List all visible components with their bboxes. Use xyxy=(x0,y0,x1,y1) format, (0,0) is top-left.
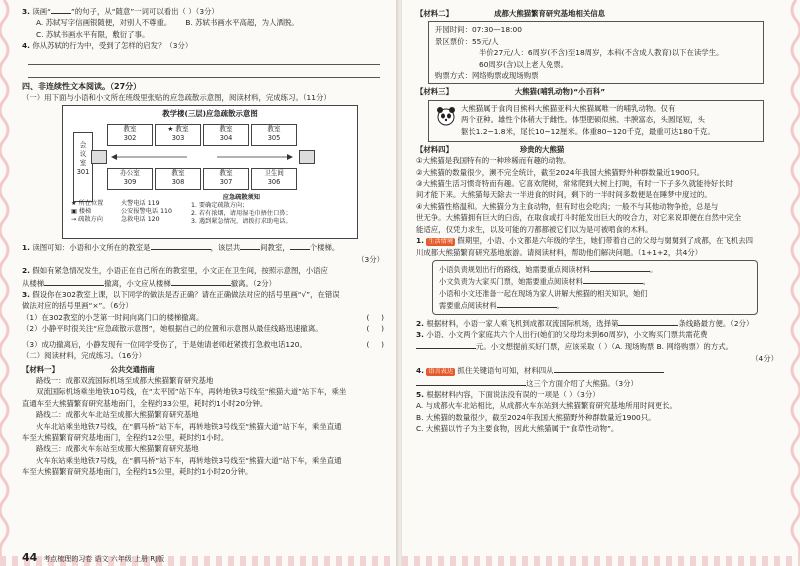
q3-line: 3. 读画“ ”的句子，从“随意”一词可以看出（ ）（3分） xyxy=(22,7,219,16)
q4-line: 4. 你从苏轼的行为中，受到了怎样的启发？（3分） xyxy=(22,41,193,51)
q3-option-a[interactable]: A. 苏轼写字信画银随便，对别人不尊重。 xyxy=(36,18,172,28)
answer-blank[interactable] xyxy=(240,249,260,250)
q5-option-a[interactable]: A. 与成都火车北站相比，从成都火车东站到大熊猫繁育研究基地所用时间更长。 xyxy=(416,401,677,411)
route2-title: 路线二：成都火车北站至成都大熊猫繁育研究基地 xyxy=(36,410,199,420)
room-302: 教室 302 xyxy=(107,124,153,146)
panda-icon xyxy=(435,105,457,127)
partB-intro: （二）阅读材料，完成练习。（16分） xyxy=(22,351,146,361)
section4-title: 四、非连续性文本阅读。（27分） xyxy=(22,81,142,91)
material4-line: 间才能下来。大熊猫每天除去一半进食的时间，剩下的一半时间多数便是在睡梦中度过的。 xyxy=(416,190,712,200)
material4-line: 世无争。大熊猫拥有巨大的臼齿，在取食或打斗时能发出巨大的咬合力，对它来说即便在自然中完全 xyxy=(416,213,742,223)
room-309: 办公室 309 xyxy=(107,168,153,190)
left-content xyxy=(22,6,384,552)
answer-blank[interactable] xyxy=(171,277,231,286)
left-page xyxy=(0,0,398,566)
q3-points: （4分） xyxy=(751,353,778,363)
stair-left-icon xyxy=(91,150,107,164)
material4-heading: 【材料四】 珍贵的大熊猫 xyxy=(416,144,565,154)
q3-option-c[interactable]: C. 苏轼书画水平有限，敷衍了事。 xyxy=(36,29,150,39)
half-price: 半价27元/人：6周岁(不含)至18周岁，本科(不含成人教育)以下在读学生。 xyxy=(479,48,724,58)
material1-heading: 【材料一】 公共交通指南 xyxy=(22,364,155,374)
partA-intro: （一）用下面与小语和小文所在班级里张贴的应急疏散示意图，阅读材料，完成练习。（11分） xyxy=(22,93,331,103)
q3-options-row1 xyxy=(22,17,384,28)
room-305: 教室 305 xyxy=(251,124,297,146)
route1-line: 双流国际机场乘坐地铁10号线，在“太平园”站下车，再转地铁3号线至“熊猫大道”站下车，乘坐 xyxy=(36,387,347,397)
answer-paren[interactable]: ( ) xyxy=(366,312,384,322)
right-wave-border xyxy=(782,0,800,566)
plan-title: 教学楼(三层)应急疏散示意图 xyxy=(162,109,258,119)
q1-points: （3分） xyxy=(357,254,384,264)
right-q2: 2. 根据材料，小语一家人乘飞机到成都双流国际机场，选择第 条线路最方便。（2分） xyxy=(416,318,754,328)
speech-bubble: 小语负责规划出行的路线，她需要重点阅读材料 。 小文负责为大家买门票，她需要重点阅读材料 。 小语和小文还准备一起在现场为家人讲解大熊猫的相关知识，她们 需要重点阅读材料 。 xyxy=(432,260,758,315)
route3-line: 火车东站乘坐地铁7号线，在“驷马桥”站下车，再转地铁3号线至“熊猫大道”站下车，乘坐直通 xyxy=(36,455,342,465)
material2-heading: 【材料二】 成都大熊猫繁育研究基地相关信息 xyxy=(416,9,606,18)
meeting-room: 会 议 室 301 xyxy=(73,132,93,202)
material3-text: 大熊猫属于食肉目熊科大熊猫亚科大熊猫属唯一的哺乳动物。仅有 两个亚种。雄性个体稍大于雌性。体型肥硕似熊、丰腴富态，头圆尾短，头 躯长1.2~1.8米，尾长10~12厘米。体重80~120千克，最重可达180千克。 xyxy=(461,103,715,136)
material4-line: ②大熊猫的数量很少，濒不完全统计，截至2024年我国大熊猫野外种群数量近1900只。 xyxy=(416,167,705,177)
answer-blank[interactable] xyxy=(151,241,211,250)
q5-option-c[interactable]: C. 大熊猫以竹子为主要食物，因此大熊猫属于“食草性动物”。 xyxy=(416,424,619,434)
material3-box xyxy=(428,100,764,142)
material4-line: ③大熊猫生活习惯奇特而有趣。它喜欢爬树，常常爬到大树上打盹，有时一下子多久就能待好长时 xyxy=(416,179,734,189)
material4-line: ④大熊猫性格温和。大熊猫分为主食动物，但有时也会吃肉；一般不与其他动物争抢，总是与 xyxy=(416,201,719,211)
emergency-phones: 火警电话 119 公安报警电话 110 急救电话 120 xyxy=(121,200,172,224)
right-q3: 3. 小语、小文两个家庭共六个人出行(她们的父母均未到60周岁)，小文购买门票共需花费 xyxy=(416,329,708,339)
answer-blank[interactable] xyxy=(416,377,526,386)
material3-heading: 【材料三】 大熊猫(哺乳动物)“小百科” xyxy=(416,87,606,97)
answer-blank[interactable] xyxy=(618,317,678,326)
partA-q2-cont: 从楼梯 撤离，小文应从楼梯 撤离。（2分） xyxy=(22,278,277,288)
q5-option-b[interactable]: B. 大熊猫的数量很少，截至2024年我国大熊猫野外种群数量近1900只。 xyxy=(416,412,656,422)
right-q4: 4. 语言表达 抓住关键语句可知，材料四从 xyxy=(416,364,778,376)
right-q5: 5. 根据材料内容，下面说法没有误的一项是（ ）（3分） xyxy=(416,389,600,399)
material4-line: 能适应，仅凭力求生，以及可能的刀都都被它们以为是可被啃食的木料。 xyxy=(416,224,653,234)
route2-line: 车至大熊猫繁育研究基地南门，全程约12公里，耗时约1小时。 xyxy=(22,432,229,442)
answer-blank[interactable] xyxy=(497,299,557,308)
bottom-stripe xyxy=(402,556,800,566)
right-q3-cont: 元。小文想提前买好门票，应该采取（ ）（A. 现场购票 B. 网络购票）的方式。 xyxy=(416,340,778,352)
floor-plan xyxy=(62,105,358,239)
material2-box xyxy=(428,21,764,84)
answer-blank[interactable] xyxy=(590,263,650,272)
room-307: 教室 307 xyxy=(203,168,249,190)
room-306: 卫生间 306 xyxy=(251,168,297,190)
page-number: 44 xyxy=(22,551,38,564)
left-footer: 44 考点梳理的习卷 语文 六年级 上册 RJ版 xyxy=(22,551,165,564)
room-304: 教室 304 xyxy=(203,124,249,146)
route3-title: 路线三：成都火车东站至成都大熊猫繁育研究基地 xyxy=(36,444,199,454)
answer-blank[interactable] xyxy=(554,364,664,373)
answer-paren[interactable]: ( ) xyxy=(366,339,384,349)
right-q1: 1. 生活情境 假期里，小语、小文都是六年级的学生，她们带着自己的父母与舅舅到了成都，在飞机去四 xyxy=(416,236,754,246)
answer-line[interactable] xyxy=(28,52,380,65)
answer-blank[interactable] xyxy=(44,277,104,286)
partA-q2: 2. 假如有紧急情况发生，小语正在自己所在的教室里，小文正在卫生间，按照示意图，小语应 xyxy=(22,266,328,276)
left-wave-border xyxy=(0,0,18,566)
partA-q3: 3. 假设你在302教室上课，以下同学的做法是否正确？请在正确做法对应的括号里画“√”，在错误 xyxy=(22,290,340,300)
evacuation-arrows xyxy=(107,150,297,164)
right-q1-cont: 川成都大熊猫繁育研究基地旅游。请阅读材料，帮助他们解决问题。（1+1+2，共4分） xyxy=(416,247,703,257)
stair-right-icon xyxy=(299,150,315,164)
right-content xyxy=(416,6,778,552)
material4-line: ①大熊猫是我国特有的一种珍稀而有趣的动物。 xyxy=(416,156,571,166)
room-308: 教室 308 xyxy=(155,168,201,190)
q3-option-b[interactable]: B. 苏轼书画水平高超，为人洒脱。 xyxy=(185,18,299,28)
q3-item-3[interactable]: （3）成功撤离后，小静发现有一位同学受伤了，于是她请老师赶紧拨打急救电话120。 ( ) xyxy=(22,339,384,349)
route1-line: 直通车至大熊猫繁育研究基地南门，全程约33公里，耗时约1小时20分钟。 xyxy=(22,398,268,408)
purchase-method: 购票方式：网络购票或现场购票 xyxy=(435,71,539,81)
partA-q3-cont: 做法对应的括号里画“×”。（6分） xyxy=(22,301,133,311)
open-hours: 开园时间：07:30—18:00 xyxy=(435,25,522,35)
emergency-notice: 应急疏散须知 1. 要确定疏散方向； 2. 若有浓烟，请用湿毛巾捂住口鼻； 3. 遇到紧急情况，请拨打求助电话。 xyxy=(191,194,292,226)
answer-paren[interactable]: ( ) xyxy=(366,324,384,334)
q3-item-1[interactable]: （1）在302教室的小芝第一时间向离门口的楼梯撤离。 ( ) xyxy=(22,312,384,322)
answer-blank[interactable] xyxy=(290,249,310,250)
answer-line[interactable] xyxy=(28,65,380,78)
route1-title: 路线一：成都双流国际机场至成都大熊猫繁育研究基地 xyxy=(36,375,214,385)
context-tag: 语言表达 xyxy=(428,368,454,376)
answer-blank[interactable] xyxy=(583,275,643,284)
ticket-price: 景区票价：55元/人 xyxy=(435,36,499,46)
free-ticket: 60周岁(含)以上老人免票。 xyxy=(479,59,569,69)
room-303: ★ 教室 303 xyxy=(155,124,201,146)
right-q4-cont: 这三个方面介绍了大熊猫。（3分） xyxy=(416,377,778,389)
route3-line: 车至大熊猫繁育研究基地南门，全程约15公里，耗时约1小时20分钟。 xyxy=(22,467,253,477)
context-tag: 生活情境 xyxy=(428,238,454,246)
partA-q1: 1. 读图可知：小语和小文所在的教室是 ，该层共 间教室， 个楼梯。 xyxy=(22,243,340,253)
right-page xyxy=(402,0,800,566)
q3-item-2[interactable]: （2）小静平时很关注“应急疏散示意图”，她根据自己的位置和示意图从最佳线路迅速撤离。 ( ) xyxy=(22,324,384,334)
answer-blank[interactable] xyxy=(416,340,476,349)
route2-line: 火车北站乘坐地铁7号线，在“驷马桥”站下车，再转地铁3号线至“熊猫大道”站下车，乘坐直通 xyxy=(36,421,342,431)
plan-legend: ★ 所在位置 ▣ 楼梯 → 疏散方向 xyxy=(71,200,104,224)
